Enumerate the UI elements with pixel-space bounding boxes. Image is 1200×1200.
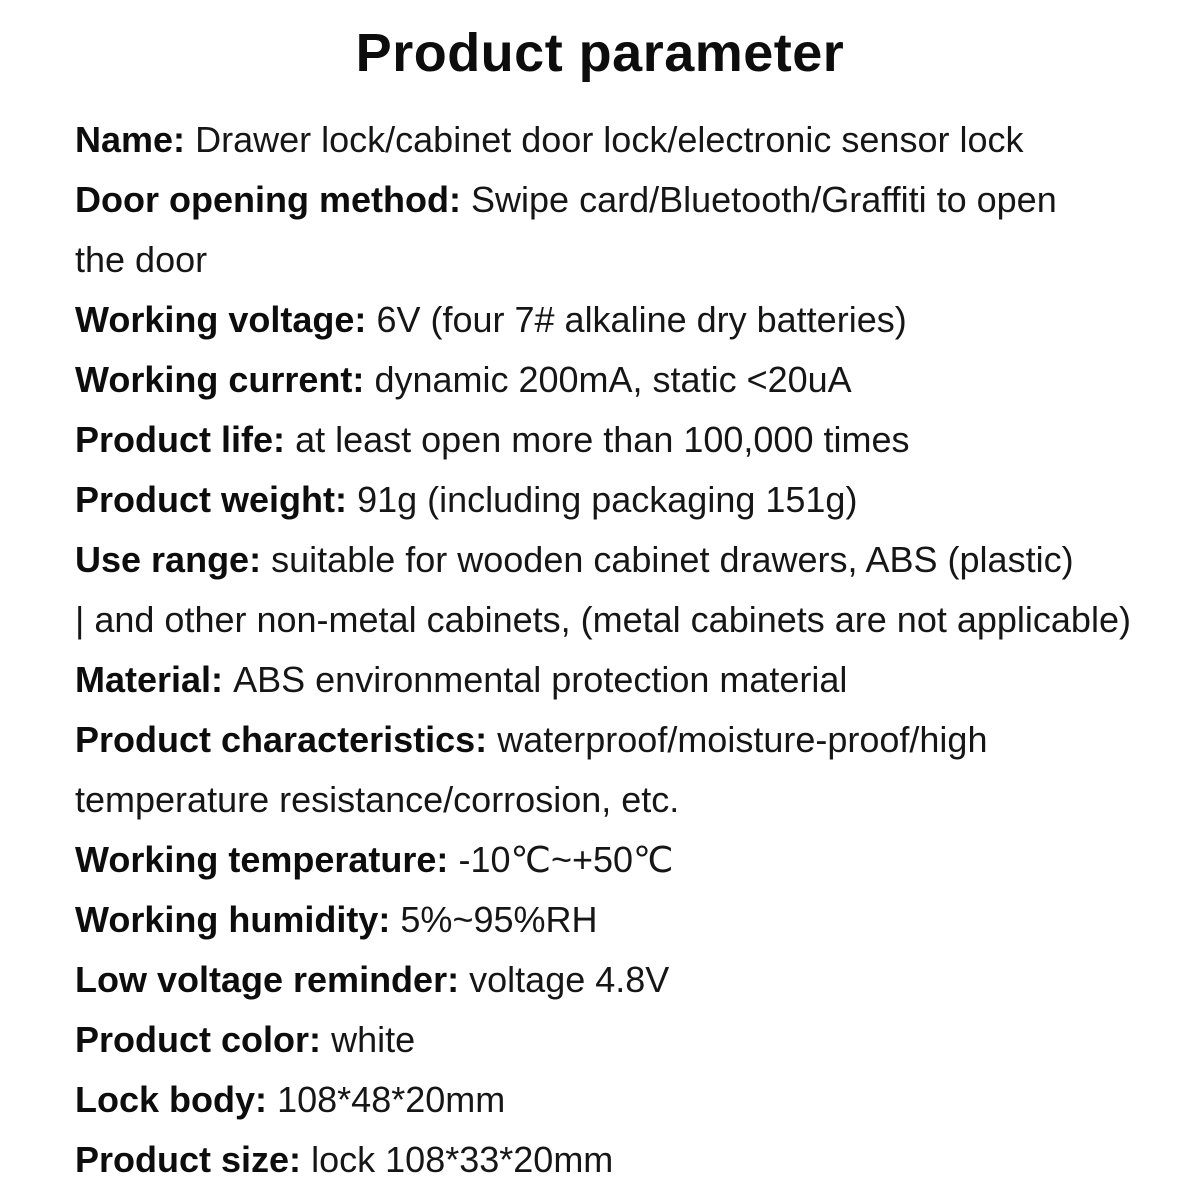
parameter-value: 108*48*20mm bbox=[277, 1079, 506, 1120]
parameter-line bbox=[75, 350, 1160, 410]
parameter-label: Low voltage reminder: bbox=[75, 959, 460, 1000]
parameter-line bbox=[75, 950, 1160, 1010]
parameter-line bbox=[75, 290, 1160, 350]
parameter-line bbox=[75, 590, 1160, 650]
parameter-line bbox=[75, 710, 1160, 770]
parameter-value: ABS environmental protection material bbox=[233, 659, 848, 700]
parameter-label: Product size: bbox=[75, 1139, 302, 1180]
parameter-value: Swipe card/Bluetooth/Graffiti to open bbox=[471, 179, 1057, 220]
parameter-label: Material: bbox=[75, 659, 224, 700]
parameter-label: Product color: bbox=[75, 1019, 322, 1060]
parameter-label: Working temperature: bbox=[75, 839, 449, 880]
parameter-line bbox=[75, 890, 1160, 950]
parameter-line bbox=[75, 530, 1160, 590]
parameter-line bbox=[75, 1130, 1160, 1190]
parameter-line bbox=[75, 170, 1160, 230]
parameter-label: Working voltage: bbox=[75, 299, 367, 340]
parameter-label: Working current: bbox=[75, 359, 365, 400]
parameter-label: Lock body: bbox=[75, 1079, 268, 1120]
parameter-label: Product characteristics: bbox=[75, 719, 488, 760]
parameter-value: waterproof/moisture-proof/high bbox=[497, 719, 988, 760]
parameter-label: Door opening method: bbox=[75, 179, 461, 220]
parameter-value: | and other non-metal cabinets, (metal cabinets are not applicable) bbox=[75, 599, 1131, 640]
parameter-label: Use range: bbox=[75, 539, 262, 580]
parameter-label: Name: bbox=[75, 119, 186, 160]
parameter-value: dynamic 200mA, static <20uA bbox=[374, 359, 852, 400]
parameter-value: the door bbox=[75, 239, 208, 280]
parameter-line bbox=[75, 230, 1160, 290]
parameter-value: 6V (four 7# alkaline dry batteries) bbox=[376, 299, 907, 340]
parameter-line bbox=[75, 110, 1160, 170]
parameter-value: 5%~95%RH bbox=[400, 899, 598, 940]
parameter-line bbox=[75, 410, 1160, 470]
parameter-value: suitable for wooden cabinet drawers, ABS (plastic) bbox=[271, 539, 1074, 580]
page-title: Product parameter bbox=[355, 23, 845, 83]
parameter-value: at least open more than 100,000 times bbox=[295, 419, 910, 460]
parameter-value: voltage 4.8V bbox=[469, 959, 670, 1000]
parameter-line bbox=[75, 830, 1160, 890]
parameter-list bbox=[75, 110, 1160, 1190]
parameter-line bbox=[75, 770, 1160, 830]
parameter-line bbox=[75, 1070, 1160, 1130]
parameter-value: 91g (including packaging 151g) bbox=[357, 479, 858, 520]
parameter-value: -10℃~+50℃ bbox=[458, 839, 674, 880]
parameter-value: Drawer lock/cabinet door lock/electronic sensor lock bbox=[195, 119, 1024, 160]
parameter-value: lock 108*33*20mm bbox=[311, 1139, 614, 1180]
parameter-line bbox=[75, 470, 1160, 530]
parameter-value: temperature resistance/corrosion, etc. bbox=[75, 779, 680, 820]
parameter-label: Product life: bbox=[75, 419, 286, 460]
parameter-line bbox=[75, 650, 1160, 710]
parameter-label: Working humidity: bbox=[75, 899, 391, 940]
parameter-label: Product weight: bbox=[75, 479, 347, 520]
parameter-line bbox=[75, 1010, 1160, 1070]
parameter-value: white bbox=[331, 1019, 416, 1060]
